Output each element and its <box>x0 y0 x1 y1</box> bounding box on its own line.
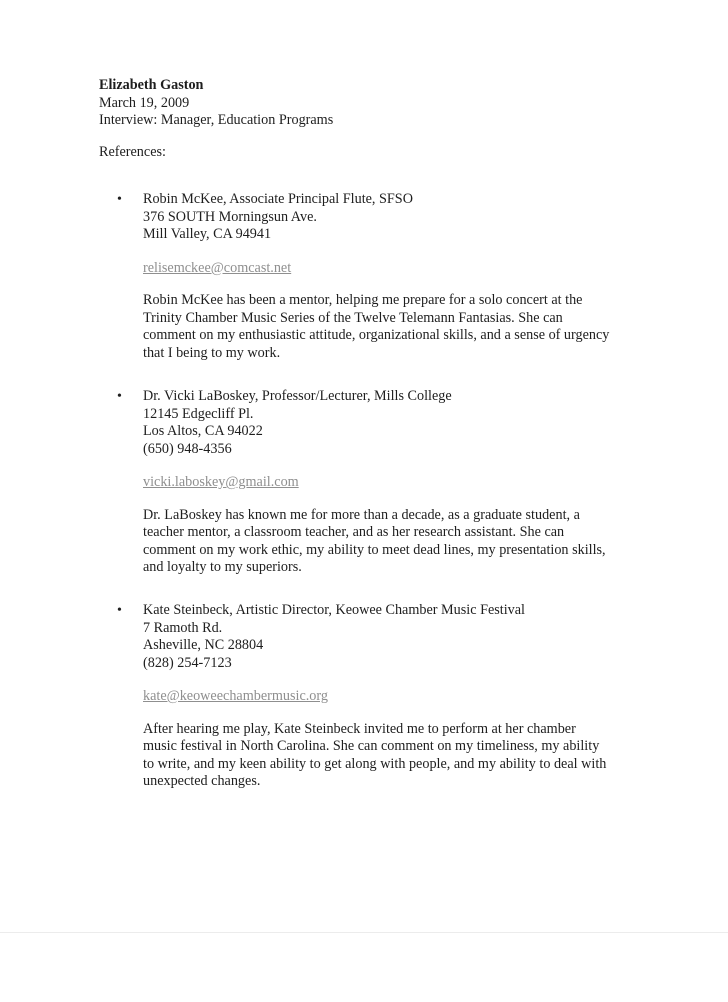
description-line: comment on my enthusiastic attitude, organizational skills, and a sense of urgency <box>143 327 610 343</box>
reference-item <box>117 388 663 577</box>
description-line: After hearing me play, Kate Steinbeck invited me to perform at her chamber <box>143 720 576 737</box>
reference-street: 7 Ramoth Rd. <box>143 619 223 636</box>
description-line: teacher mentor, a classroom teacher, and as her research assistant. She can <box>143 524 565 540</box>
reference-name-title: Kate Steinbeck, Artistic Director, Keowee Chamber Music Festival <box>143 602 525 618</box>
reference-phone: (650) 948-4356 <box>143 440 232 457</box>
references-heading: References: <box>99 144 166 160</box>
applicant-name: Elizabeth Gaston <box>99 77 204 93</box>
description-line: comment on my work ethic, my ability to meet dead lines, my presentation skills, <box>143 541 606 558</box>
bullet-icon: • <box>117 192 122 207</box>
reference-description <box>143 292 663 362</box>
reference-description <box>143 507 663 577</box>
interview-position: Interview: Manager, Education Programs <box>99 112 334 128</box>
bullet-icon: • <box>117 389 122 404</box>
reference-city: Mill Valley, CA 94941 <box>143 226 272 242</box>
reference-phone: (828) 254-7123 <box>143 654 232 671</box>
reference-street: 376 SOUTH Morningsun Ave. <box>143 208 317 225</box>
reference-item <box>117 191 663 362</box>
letter-date: March 19, 2009 <box>99 94 190 111</box>
description-line: unexpected changes. <box>143 773 261 789</box>
description-line: and loyalty to my superiors. <box>143 559 302 575</box>
reference-email-link[interactable]: vicki.laboskey@gmail.com <box>143 474 299 490</box>
description-line: music festival in North Carolina. She can comment on my timeliness, my ability <box>143 738 600 754</box>
reference-item <box>117 602 663 791</box>
page-edge-divider <box>0 932 728 933</box>
reference-city: Los Altos, CA 94022 <box>143 423 263 439</box>
reference-description <box>143 721 663 791</box>
reference-email-link[interactable]: kate@keoweechambermusic.org <box>143 688 328 704</box>
description-line: to write, and my keen ability to get along with people, and my ability to deal with <box>143 755 607 772</box>
description-line: Dr. LaBoskey has known me for more than a decade, as a graduate student, a <box>143 506 580 523</box>
description-line: Robin McKee has been a mentor, helping me prepare for a solo concert at the <box>143 292 583 308</box>
reference-email-link[interactable]: relisemckee@comcast.net <box>143 259 292 276</box>
reference-name-title: Robin McKee, Associate Principal Flute, SFSO <box>143 191 413 207</box>
reference-city: Asheville, NC 28804 <box>143 637 264 653</box>
reference-street: 12145 Edgecliff Pl. <box>143 405 254 422</box>
description-line: Trinity Chamber Music Series of the Twelve Telemann Fantasias. She can <box>143 309 563 326</box>
bullet-icon: • <box>117 603 122 618</box>
letter-header <box>99 77 333 130</box>
reference-name-title: Dr. Vicki LaBoskey, Professor/Lecturer, Mills College <box>143 388 452 404</box>
description-line: that I being to my work. <box>143 344 281 361</box>
